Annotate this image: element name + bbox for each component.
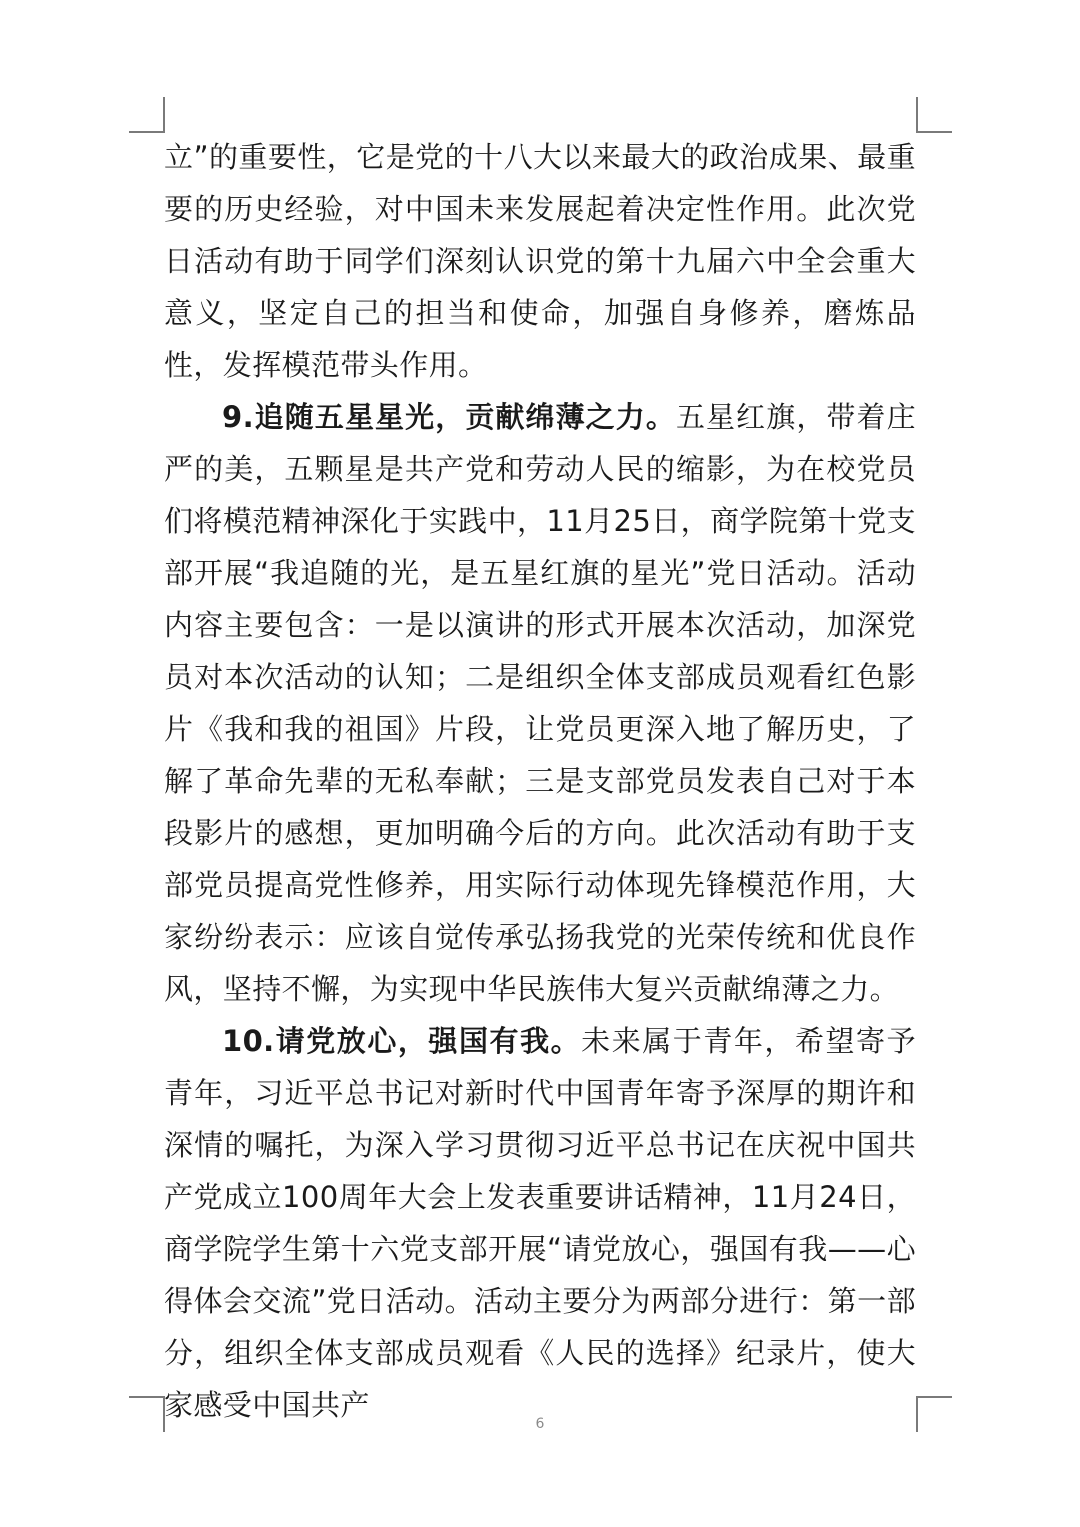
paragraph-text: 五星红旗，带着庄严的美，五颗星是共产党和劳动人民的缩影，为在校党员们将模范精神深化于实践中，11月25日，商学院第十党支部开展“我追随的光，是五星红旗的星光”党日活动。活动内容主要包含：一是以演讲的形式开展本次活动，加深党员对本次活动的认知；二是组织全体支部成员观看红色影片《我和我的祖国》片段，让党员更深入地了解历史，了解了革命先辈的无私奉献；三是支部党员发表自己对于本段影片的感想，更加明确今后的方向。此次活动有助于支部党员提高党性修养，用实际行动体现先锋模范作用，大家纷纷表示：应该自觉传承弘扬我党的光荣传统和优良作风，坚持不懈，为实现中华民族伟大复兴贡献绵薄之力。 [164, 400, 916, 1006]
crop-mark-top-right [916, 97, 952, 133]
paragraph-heading: 9.追随五星星光，贡献绵薄之力。 [222, 400, 676, 434]
paragraph-text: 未来属于青年，希望寄予青年，习近平总书记对新时代中国青年寄予深厚的期许和深情的嘱托，为深入学习贯彻习近平总书记在庆祝中国共产党成立100周年大会上发表重要讲话精神，11月24日，商学院学生第十六党支部开展“请党放心，强国有我——心得体会交流”党日活动。活动主要分为两部分进行：第一部分，组织全体支部成员观看《人民的选择》纪录片，使大家感受中国共产 [164, 1024, 916, 1422]
document-body [164, 131, 916, 1431]
paragraph-item-10 [164, 1015, 916, 1431]
crop-mark-top-left [129, 97, 165, 133]
page-number: 6 [535, 1416, 545, 1432]
paragraph-continuation [164, 131, 916, 391]
paragraph-heading: 10.请党放心，强国有我。 [222, 1024, 582, 1058]
paragraph-text: 立”的重要性，它是党的十八大以来最大的政治成果、最重要的历史经验，对中国未来发展起着决定性作用。此次党日活动有助于同学们深刻认识党的第十九届六中全会重大意义，坚定自己的担当和使命，加强自身修养，磨炼品性，发挥模范带头作用。 [164, 140, 916, 382]
paragraph-item-9 [164, 391, 916, 1015]
